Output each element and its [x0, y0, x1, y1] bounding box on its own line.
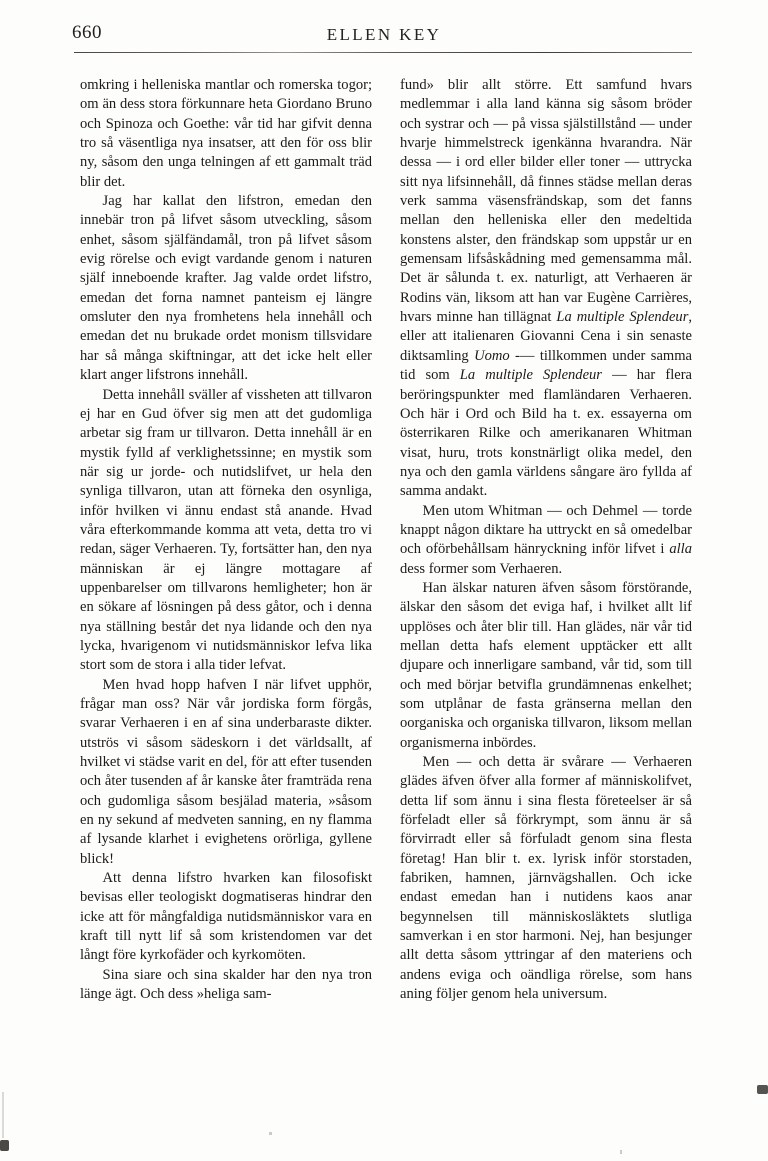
text-run: Men utom Whitman — och Dehmel — torde knappt någon diktare ha uttryckt en så omedelbar och oförbehållsam hänryckning inför lifvet i: [400, 502, 692, 558]
column-left: [80, 76, 372, 1076]
scan-artifact: [0, 1140, 9, 1151]
paragraph: [400, 579, 692, 753]
text-run: — har flera beröringspunkter med flamländaren Verhaeren. Och här i Ord och Bild ha t. ex. essayerna om österrikaren Rilke och amerikanaren Whitman visat, huru, trots konstnärligt olika medel, den nya och den gamla världens sångare äro fyllda af samma andakt.: [400, 367, 692, 500]
text-run: Detta innehåll sväller af vissheten att tillvaron ej har en Gud öfver sig men att det gudomliga arbetar sig fram ur tillvaron. Detta innehåll är en mystik fylld af verklighetssinne; en mystik som när sig ur jorde- och nutidslifvet, ur hela den synliga tillvaron, utan att förneka den osynliga, inför hvilken vi ännu endast stå anande. Hvad våra efterkommande komma att veta, detta tro vi redan, säger Verhaeren. Ty, fortsätter han, den nya människan är ej längre mottagare af uppenbarelser om tillvarons hemligheter; hon är en sökare af lösningen på dess gåtor, och i denna nya ställning består det nya lidande och den nya lycka, hvarigenom vi nutidsmänniskor lefva lika stort som de stora i alla tider lefvat.: [80, 386, 372, 674]
paragraph: [400, 753, 692, 1004]
paragraph: [80, 869, 372, 966]
italic-title: alla: [669, 541, 692, 558]
paragraph: [80, 192, 372, 385]
scan-artifact: [620, 1150, 622, 1154]
scan-artifact: [757, 1085, 768, 1094]
page-number: 660: [72, 22, 102, 43]
text-run: , eller att italienaren Giovanni Cena i sin senaste diktsamling: [400, 309, 692, 364]
text-run: -— tillkommen under samma tid som: [400, 347, 692, 384]
paragraph: [80, 386, 372, 676]
text-run: Att denna lifstro hvarken kan filosofiskt bevisas eller teologiskt dogmatiseras hindrar den icke att för mångfaldiga nutidsmänniskor vara en kraft till nytt lif så som kristendomen var det långt före kyrkofäder och kyrkomöten.: [80, 870, 372, 964]
text-run: fund» blir allt större. Ett samfund hvars medlemmar i alla land känna sig såsom bröder och systrar och — på vissa själstillstånd — under hvarje himmelstreck igenkänna hvarandra. När dessa — i ord eller bilder eller toner — uttrycka sitt nya lifsinnehåll, då finnes städse mellan deras verk samma väsensfrändskap, som det fanns mellan den helleniska eller den medeltida konstens alster, den frändskap som uppstår ur en gemensam lifsåskådning med gemensamma mål. Det är sålunda t. ex. naturligt, att Verhaeren är Rodins vän, liksom att han var Eugène Carrières, hvars minne han tillägnat: [400, 77, 692, 326]
paragraph: [400, 76, 692, 502]
running-title: ELLEN KEY: [326, 25, 442, 44]
italic-title: La multiple Splendeur: [459, 367, 602, 384]
italic-title: Uomo: [474, 347, 510, 364]
text-run: Sina siare och sina skalder har den nya tron länge ägt. Och dess »heliga sam-: [80, 966, 372, 1003]
text-run: Han älskar naturen äfven såsom förstörande, älskar den såsom det eviga haf, i hvilket allt lif upplöses och åter blir till. Han glädes, när vår tid mellan detta hafs element upptäcker ett allt djupare och innerligare samband, vår tid, som till och med börjar betvifla grundämnenas enkelhet; som utplånar de fasta gränserna mellan den oorganiska och organiska tillvaron, liksom mellan organismerna inbördes.: [400, 579, 692, 751]
paragraph: [80, 76, 372, 192]
text-body: [80, 76, 692, 1076]
running-head: [72, 22, 696, 52]
scan-artifact: [269, 1132, 272, 1135]
paragraph: [400, 502, 692, 579]
text-run: dess former som Verhaeren.: [400, 560, 563, 577]
column-right: [400, 76, 692, 1076]
paragraph: [80, 966, 372, 1005]
italic-title: La multiple Splendeur: [556, 309, 689, 326]
text-run: Men — och detta är svårare — Verhaeren glädes äfven öfver alla former af människolifvet, detta lif som ännu i sina flesta företeelser är så förfeladt eller så förkrympt, som ännu är så förvirradt eller så förfuladt genom sina flesta företag! Han blir t. ex. lyrisk inför storstaden, fabriken, hamnen, järnvägshallen. Och icke endast emedan han i nutidens kaos anar begynnelsen till människosläktets slutliga samverkan i en stor harmoni. Nej, han besjunger allt detta såsom yttringar af den materiens och andens eviga och oändliga rörelse, som hans aning följer genom hela universum.: [400, 754, 692, 1003]
text-run: omkring i helleniska mantlar och romerska togor; om än dess stora förkunnare heta Giordano Bruno och Spinoza och Goethe: vår tid har gifvit denna tro så väsentliga nya insatser, att den för oss blir ny, såsom den unga telningen af ett gammalt träd blir det.: [80, 77, 372, 190]
text-run: Jag har kallat den lifstron, emedan den innebär tron på lifvet såsom utveckling, såsom enhet, såsom själfändamål, tron på lifvet såsom evig rörelse och evigt vardande genom i naturen själf inneboende krafter. Jag valde ordet lifstro, emedan det forna namnet panteism ej längre omsluter den nya fromhetens hela innehåll och emedan det nu brukade ordet monism tillsvidare har så många skiftningar, att det icke helt eller klart anger lifstrons innehåll.: [80, 193, 372, 384]
text-run: Men hvad hopp hafven I när lifvet upphör, frågar man oss? När vår jordiska form förgås, svarar Verhaeren i en af sina underbaraste dikter. utströs vi såsom sädeskorn i det världsallt, af hvilket vi städse varit en del, för att efter tusenden och åter tusenden af år kanske åter framträda rena och gudomliga såsom besjälad materia, »såsom en ny sekund af medveten sanning, en ny flamma af lysande klarhet i evighetens orörliga, gyllene blick!: [80, 676, 372, 867]
scan-artifact: [2, 1092, 4, 1138]
header-rule: [74, 52, 692, 53]
paragraph: [80, 676, 372, 869]
